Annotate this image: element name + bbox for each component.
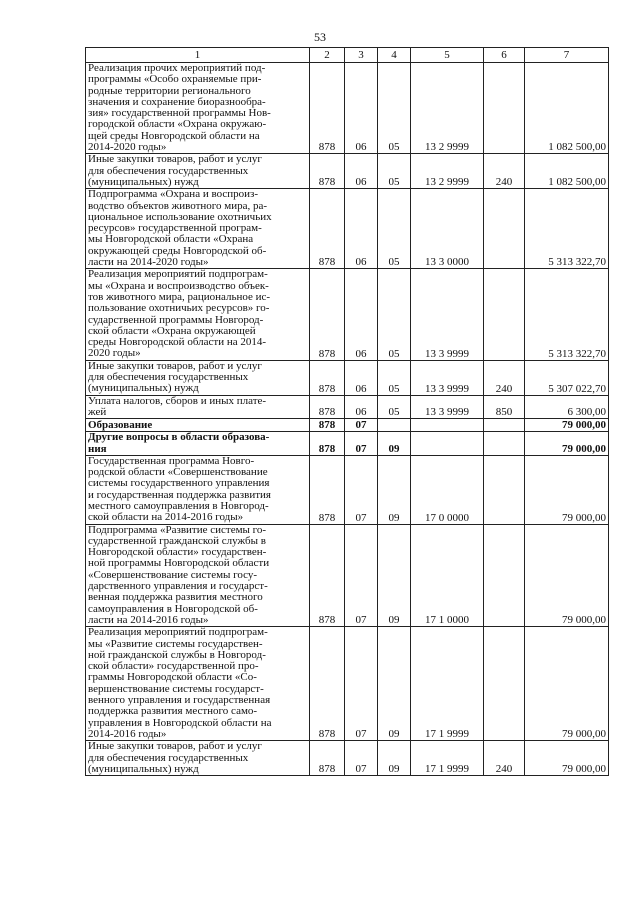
table-row [86, 419, 609, 432]
row-section-code: 07 [345, 455, 378, 524]
row-target-article [411, 432, 484, 456]
row-ministry-code: 878 [310, 419, 345, 432]
column-header: 2 [310, 48, 345, 63]
table-row [86, 189, 609, 269]
column-header: 6 [484, 48, 525, 63]
row-target-article: 17 1 9999 [411, 741, 484, 776]
column-header: 7 [525, 48, 609, 63]
row-ministry-code: 878 [310, 741, 345, 776]
row-expense-type: 240 [484, 360, 525, 395]
row-ministry-code: 878 [310, 455, 345, 524]
column-header: 4 [378, 48, 411, 63]
table-row [86, 360, 609, 395]
row-target-article: 17 0 0000 [411, 455, 484, 524]
row-target-article: 13 3 9999 [411, 395, 484, 419]
row-target-article: 13 3 9999 [411, 269, 484, 360]
row-section-code: 06 [345, 154, 378, 189]
budget-table [85, 47, 609, 776]
row-description: Реализация прочих мероприятий под- программы «Особо охраняемые при- родные территории регионального значения и сохранение биоразнообра- зия» государственной программы Нов- городской области «Охрана окружаю- щей среды Новгородской области на 2014-2020 годы» [86, 63, 310, 154]
table-row [86, 524, 609, 627]
row-amount: 6 300,00 [525, 395, 609, 419]
row-description: Государственная программа Новго- родской области «Совершенствование системы государственного управления и государственная поддержка развития местного самоуправления в Новгород- ской области на 2014-2016 годы» [86, 455, 310, 524]
row-ministry-code: 878 [310, 432, 345, 456]
row-amount: 79 000,00 [525, 741, 609, 776]
column-header: 3 [345, 48, 378, 63]
row-target-article: 13 2 9999 [411, 63, 484, 154]
row-subsection-code: 05 [378, 269, 411, 360]
row-subsection-code: 09 [378, 432, 411, 456]
row-expense-type: 850 [484, 395, 525, 419]
table-row [86, 432, 609, 456]
row-subsection-code: 05 [378, 63, 411, 154]
row-amount: 1 082 500,00 [525, 63, 609, 154]
row-section-code: 07 [345, 432, 378, 456]
row-subsection-code: 09 [378, 627, 411, 741]
row-expense-type [484, 455, 525, 524]
row-description: Подпрограмма «Охрана и воспроиз- водство объектов животного мира, ра- циональное использование охотничьих ресурсов» государственной програм- мы Новгородской области «Охрана окружающей среды Новгородской об- ласти на 2014-2020 годы» [86, 189, 310, 269]
row-expense-type [484, 63, 525, 154]
row-expense-type: 240 [484, 154, 525, 189]
row-amount: 1 082 500,00 [525, 154, 609, 189]
row-description: Иные закупки товаров, работ и услуг для обеспечения государственных (муниципальных) нужд [86, 154, 310, 189]
row-ministry-code: 878 [310, 395, 345, 419]
row-target-article [411, 419, 484, 432]
row-expense-type: 240 [484, 741, 525, 776]
row-description: Другие вопросы в области образова- ния [86, 432, 310, 456]
row-section-code: 07 [345, 524, 378, 627]
row-section-code: 06 [345, 63, 378, 154]
row-subsection-code: 09 [378, 455, 411, 524]
row-subsection-code: 09 [378, 741, 411, 776]
row-description: Иные закупки товаров, работ и услуг для обеспечения государственных (муниципальных) нужд [86, 741, 310, 776]
row-description: Реализация мероприятий подпрограм- мы «Охрана и воспроизводство объек- тов животного мира, рациональное ис- пользование охотничьих ресурсов» го- сударственной программы Новгород- ской области «Охрана окружающей среды Новгородской области на 2014- 2020 годы» [86, 269, 310, 360]
row-amount: 5 307 022,70 [525, 360, 609, 395]
row-target-article: 13 3 0000 [411, 189, 484, 269]
row-amount: 5 313 322,70 [525, 189, 609, 269]
table-row [86, 63, 609, 154]
row-amount: 79 000,00 [525, 419, 609, 432]
row-description: Иные закупки товаров, работ и услуг для обеспечения государственных (муниципальных) нужд [86, 360, 310, 395]
row-target-article: 13 2 9999 [411, 154, 484, 189]
row-subsection-code: 09 [378, 524, 411, 627]
row-ministry-code: 878 [310, 627, 345, 741]
row-expense-type [484, 432, 525, 456]
table-header-row [86, 48, 609, 63]
row-amount: 79 000,00 [525, 524, 609, 627]
table-row [86, 154, 609, 189]
row-description: Реализация мероприятий подпрограм- мы «Развитие системы государствен- ной гражданской службы в Новгород- ской области» государственной про- граммы Новгородской области «Со- вершенствование системы государст- венного управления и государственная поддержка развития местного само- управления в Новгородской области на 2014-2016 годы» [86, 627, 310, 741]
row-subsection-code: 05 [378, 395, 411, 419]
row-expense-type [484, 524, 525, 627]
row-amount: 5 313 322,70 [525, 269, 609, 360]
row-amount: 79 000,00 [525, 627, 609, 741]
row-ministry-code: 878 [310, 154, 345, 189]
row-section-code: 07 [345, 627, 378, 741]
row-expense-type [484, 419, 525, 432]
table-row [86, 741, 609, 776]
row-section-code: 06 [345, 269, 378, 360]
row-target-article: 17 1 9999 [411, 627, 484, 741]
row-subsection-code: 05 [378, 360, 411, 395]
row-subsection-code: 05 [378, 154, 411, 189]
row-target-article: 17 1 0000 [411, 524, 484, 627]
row-expense-type [484, 189, 525, 269]
row-amount: 79 000,00 [525, 455, 609, 524]
row-ministry-code: 878 [310, 269, 345, 360]
column-header: 1 [86, 48, 310, 63]
row-expense-type [484, 627, 525, 741]
row-subsection-code: 05 [378, 189, 411, 269]
row-section-code: 06 [345, 189, 378, 269]
row-section-code: 07 [345, 741, 378, 776]
row-section-code: 06 [345, 395, 378, 419]
row-description: Подпрограмма «Развитие системы го- сударственной гражданской службы в Новгородской области» государствен- ной программы Новгородской области «Совершенствование системы госу- дарственного управления и государст- венная поддержка развития местного самоуправления в Новгородской об- ласти на 2014-2016 годы» [86, 524, 310, 627]
row-ministry-code: 878 [310, 63, 345, 154]
row-ministry-code: 878 [310, 524, 345, 627]
row-amount: 79 000,00 [525, 432, 609, 456]
row-section-code: 06 [345, 360, 378, 395]
row-description: Уплата налогов, сборов и иных плате- жей [86, 395, 310, 419]
table-row [86, 395, 609, 419]
column-header: 5 [411, 48, 484, 63]
table-row [86, 455, 609, 524]
page-number: 53 [314, 30, 326, 44]
row-expense-type [484, 269, 525, 360]
table-row [86, 627, 609, 741]
table-row [86, 269, 609, 360]
row-description: Образование [86, 419, 310, 432]
row-ministry-code: 878 [310, 360, 345, 395]
row-target-article: 13 3 9999 [411, 360, 484, 395]
row-subsection-code [378, 419, 411, 432]
row-ministry-code: 878 [310, 189, 345, 269]
row-section-code: 07 [345, 419, 378, 432]
